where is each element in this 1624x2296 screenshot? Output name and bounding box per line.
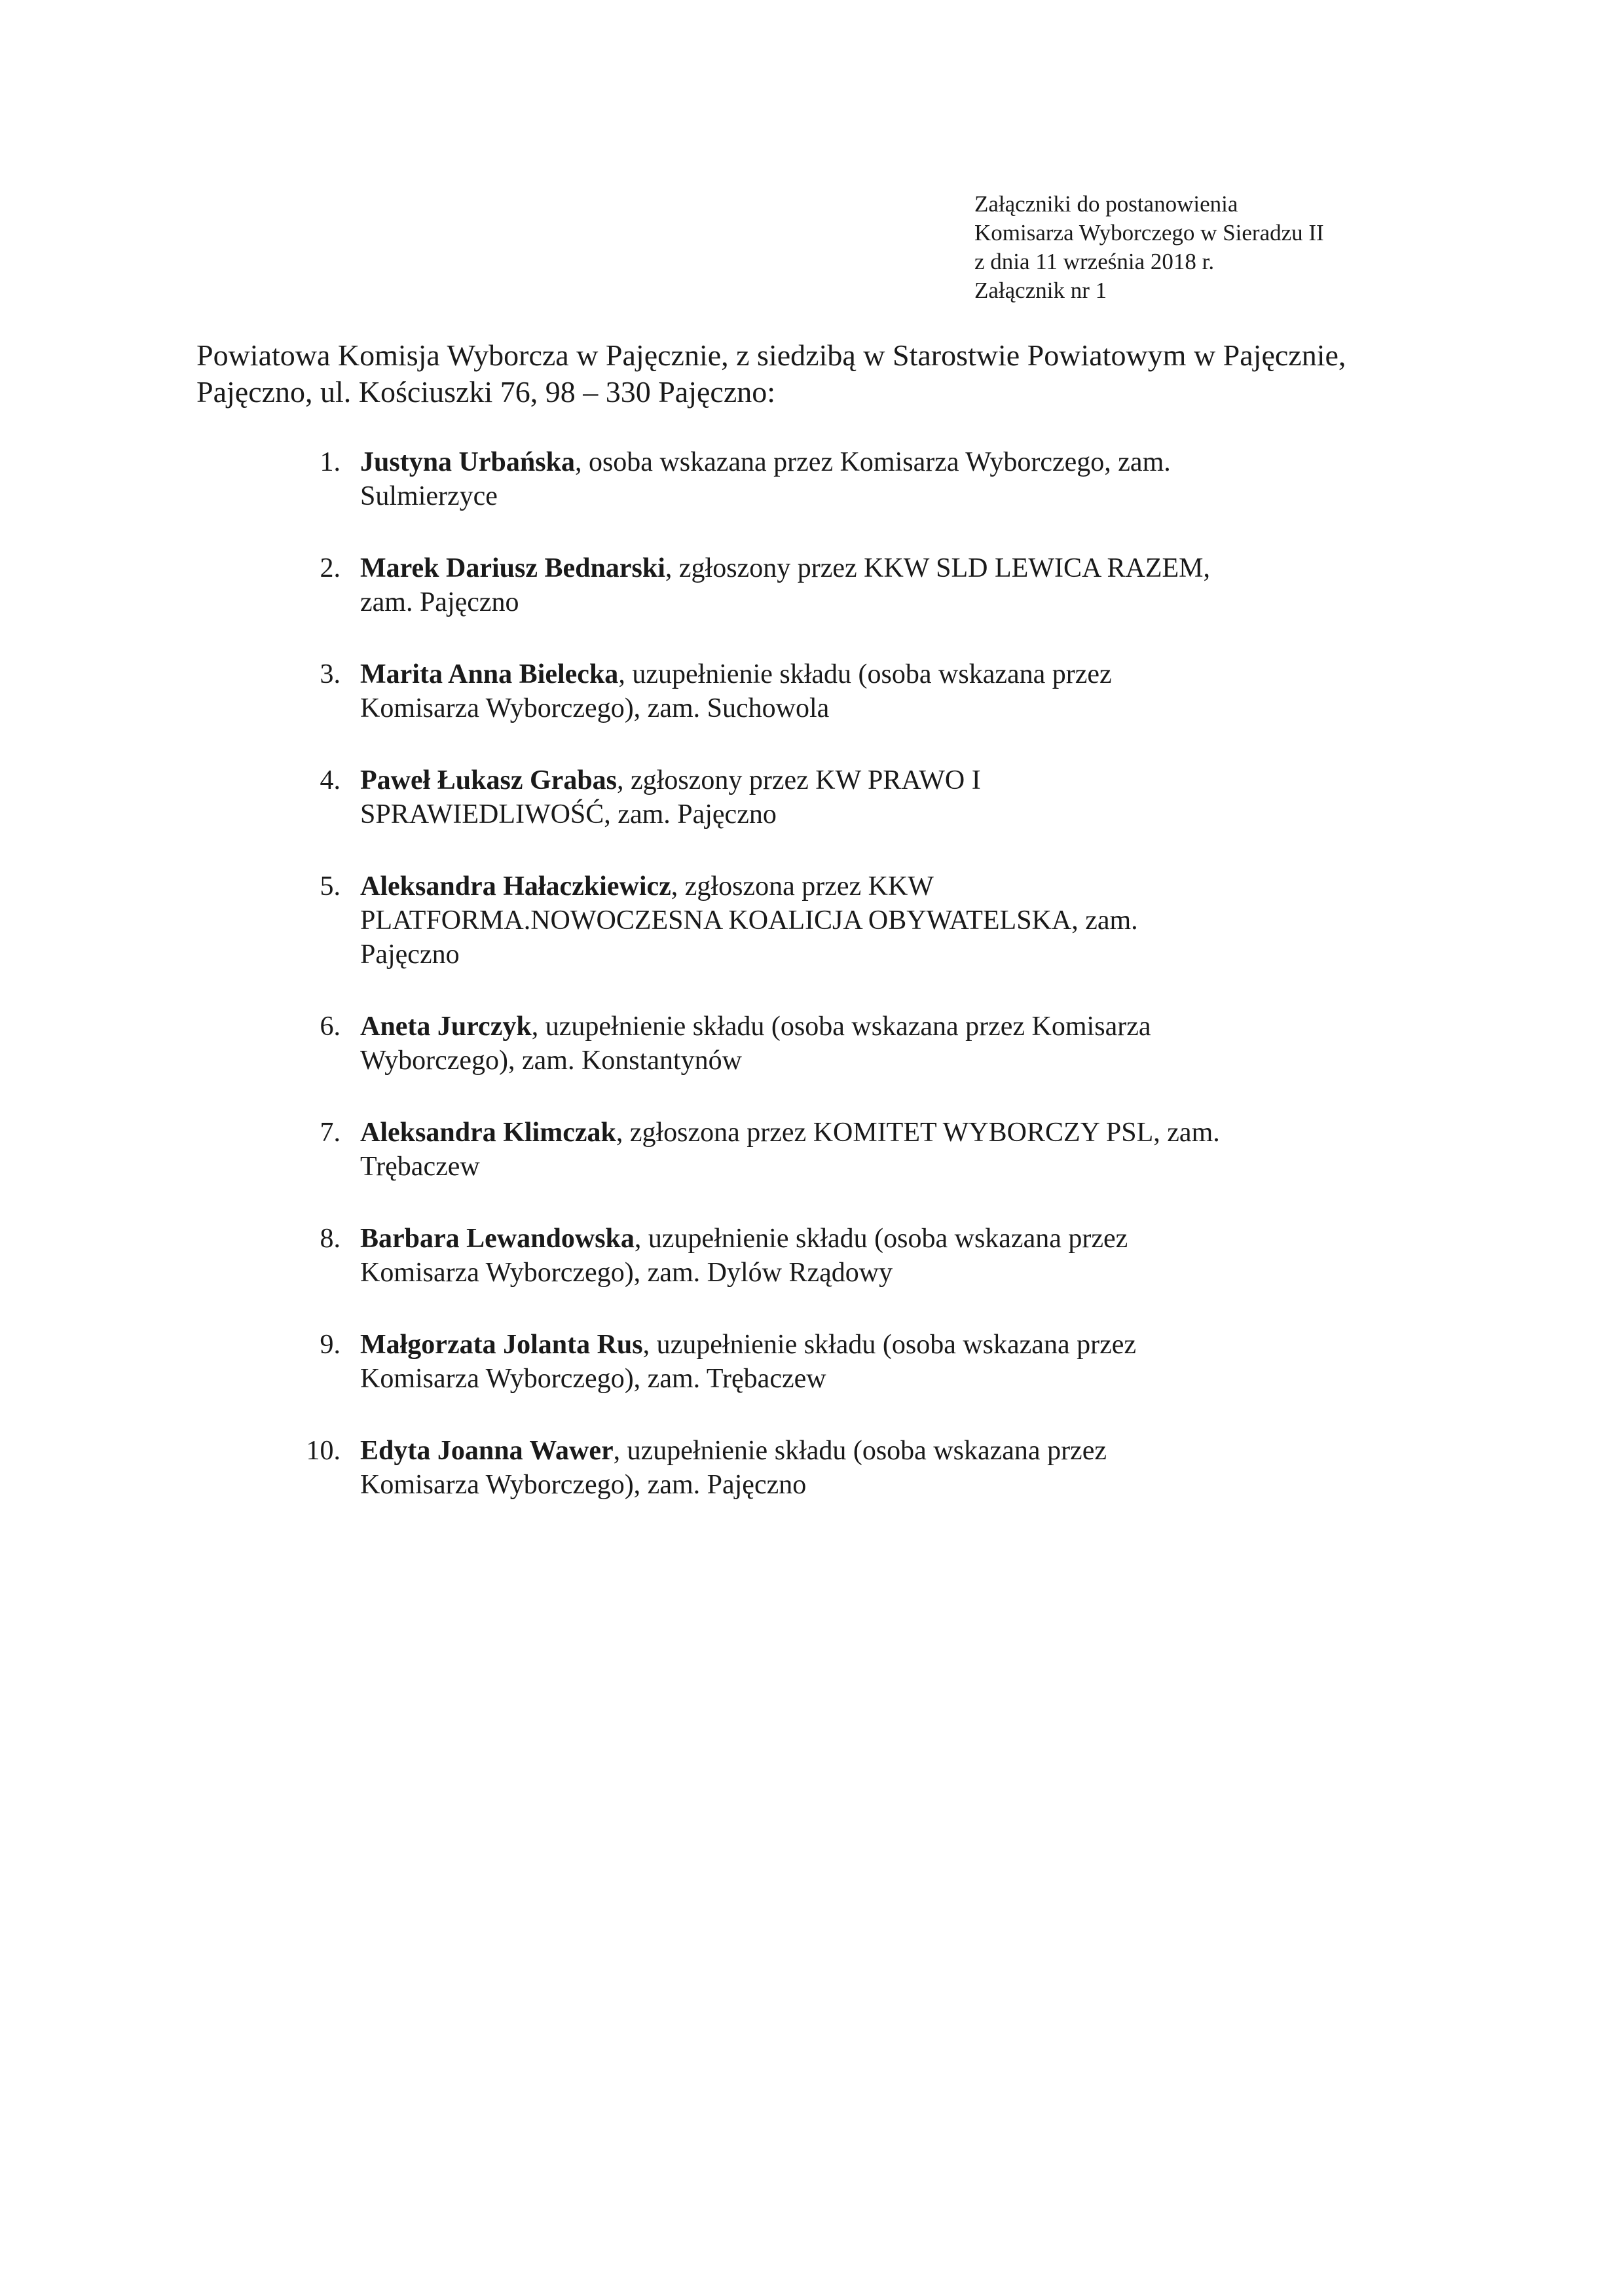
member-details: , zgłoszona przez KOMITET WYBORCZY PSL, zam. [616, 1118, 1220, 1148]
member-item [275, 869, 1388, 972]
intro-line-2: Pajęczno, ul. Kościuszki 76, 98 – 330 Pajęczno: [196, 375, 776, 409]
member-name: Marek Dariusz Bednarski [360, 553, 665, 583]
member-details-cont: zam. Pajęczno [360, 587, 519, 617]
member-name: Paweł Łukasz Grabas [360, 765, 618, 795]
member-details-cont: PLATFORMA.NOWOCZESNA KOALICJA OBYWATELSKA, zam. [360, 905, 1138, 936]
member-details-cont: SPRAWIEDLIWOŚĆ, zam. Pajęczno [360, 799, 777, 829]
member-details: , zgłoszona przez KKW [671, 871, 934, 902]
member-name: Aneta Jurczyk [360, 1011, 532, 1042]
member-item [275, 551, 1388, 619]
attachment-header [974, 190, 1472, 305]
member-details: , uzupełnienie składu (osoba wskazana przez [618, 659, 1112, 689]
member-list [275, 445, 1388, 1540]
member-item [275, 445, 1388, 513]
member-details: , osoba wskazana przez Komisarza Wyborczego, zam. [574, 447, 1171, 477]
member-details: , zgłoszony przez KKW SLD LEWICA RAZEM, [665, 553, 1210, 583]
member-name: Małgorzata Jolanta Rus [360, 1330, 643, 1360]
member-details-cont: Wyborczego), zam. Konstantynów [360, 1046, 742, 1076]
member-number: 7. [320, 1118, 341, 1148]
member-details-cont: Trębaczew [360, 1152, 480, 1182]
member-number: 2. [320, 553, 341, 583]
member-item [275, 657, 1388, 725]
header-line-2: Komisarza Wyborczego w Sieradzu II [974, 220, 1324, 246]
header-line-1: Załączniki do postanowienia [974, 191, 1238, 217]
intro-line-1: Powiatowa Komisja Wyborcza w Pajęcznie, z siedzibą w Starostwie Powiatowym w Pajęcznie, [196, 338, 1346, 372]
member-details-cont: Komisarza Wyborczego), zam. Trębaczew [360, 1364, 826, 1394]
member-item [275, 1010, 1388, 1078]
member-details: , uzupełnienie składu (osoba wskazana przez Komisarza [531, 1011, 1151, 1042]
commission-intro [196, 337, 1454, 410]
member-details-cont: Pajęczno [360, 939, 460, 970]
member-number: 3. [320, 659, 341, 689]
member-details-cont: Sulmierzyce [360, 481, 498, 511]
member-item [275, 1222, 1388, 1290]
member-details-cont: Komisarza Wyborczego), zam. Pajęczno [360, 1470, 807, 1500]
header-line-3: z dnia 11 września 2018 r. [974, 249, 1215, 274]
member-name: Aleksandra Klimczak [360, 1118, 616, 1148]
member-number: 6. [320, 1011, 341, 1042]
member-item [275, 1328, 1388, 1396]
member-number: 8. [320, 1224, 341, 1254]
member-item [275, 1434, 1388, 1502]
member-number: 9. [320, 1330, 341, 1360]
member-number: 1. [320, 447, 341, 477]
member-name: Marita Anna Bielecka [360, 659, 619, 689]
member-details: , uzupełnienie składu (osoba wskazana przez [613, 1436, 1107, 1466]
member-name: Justyna Urbańska [360, 447, 575, 477]
member-name: Aleksandra Hałaczkiewicz [360, 871, 671, 902]
member-details: , uzupełnienie składu (osoba wskazana przez [642, 1330, 1136, 1360]
member-number: 10. [306, 1436, 341, 1466]
member-number: 5. [320, 871, 341, 902]
member-number: 4. [320, 765, 341, 795]
header-line-4: Załącznik nr 1 [974, 278, 1107, 303]
member-details: , zgłoszony przez KW PRAWO I [617, 765, 981, 795]
member-details-cont: Komisarza Wyborczego), zam. Suchowola [360, 693, 830, 723]
member-item [275, 1116, 1388, 1184]
member-name: Barbara Lewandowska [360, 1224, 635, 1254]
member-details: , uzupełnienie składu (osoba wskazana przez [634, 1224, 1128, 1254]
member-details-cont: Komisarza Wyborczego), zam. Dylów Rządowy [360, 1258, 893, 1288]
member-name: Edyta Joanna Wawer [360, 1436, 614, 1466]
member-item [275, 763, 1388, 831]
